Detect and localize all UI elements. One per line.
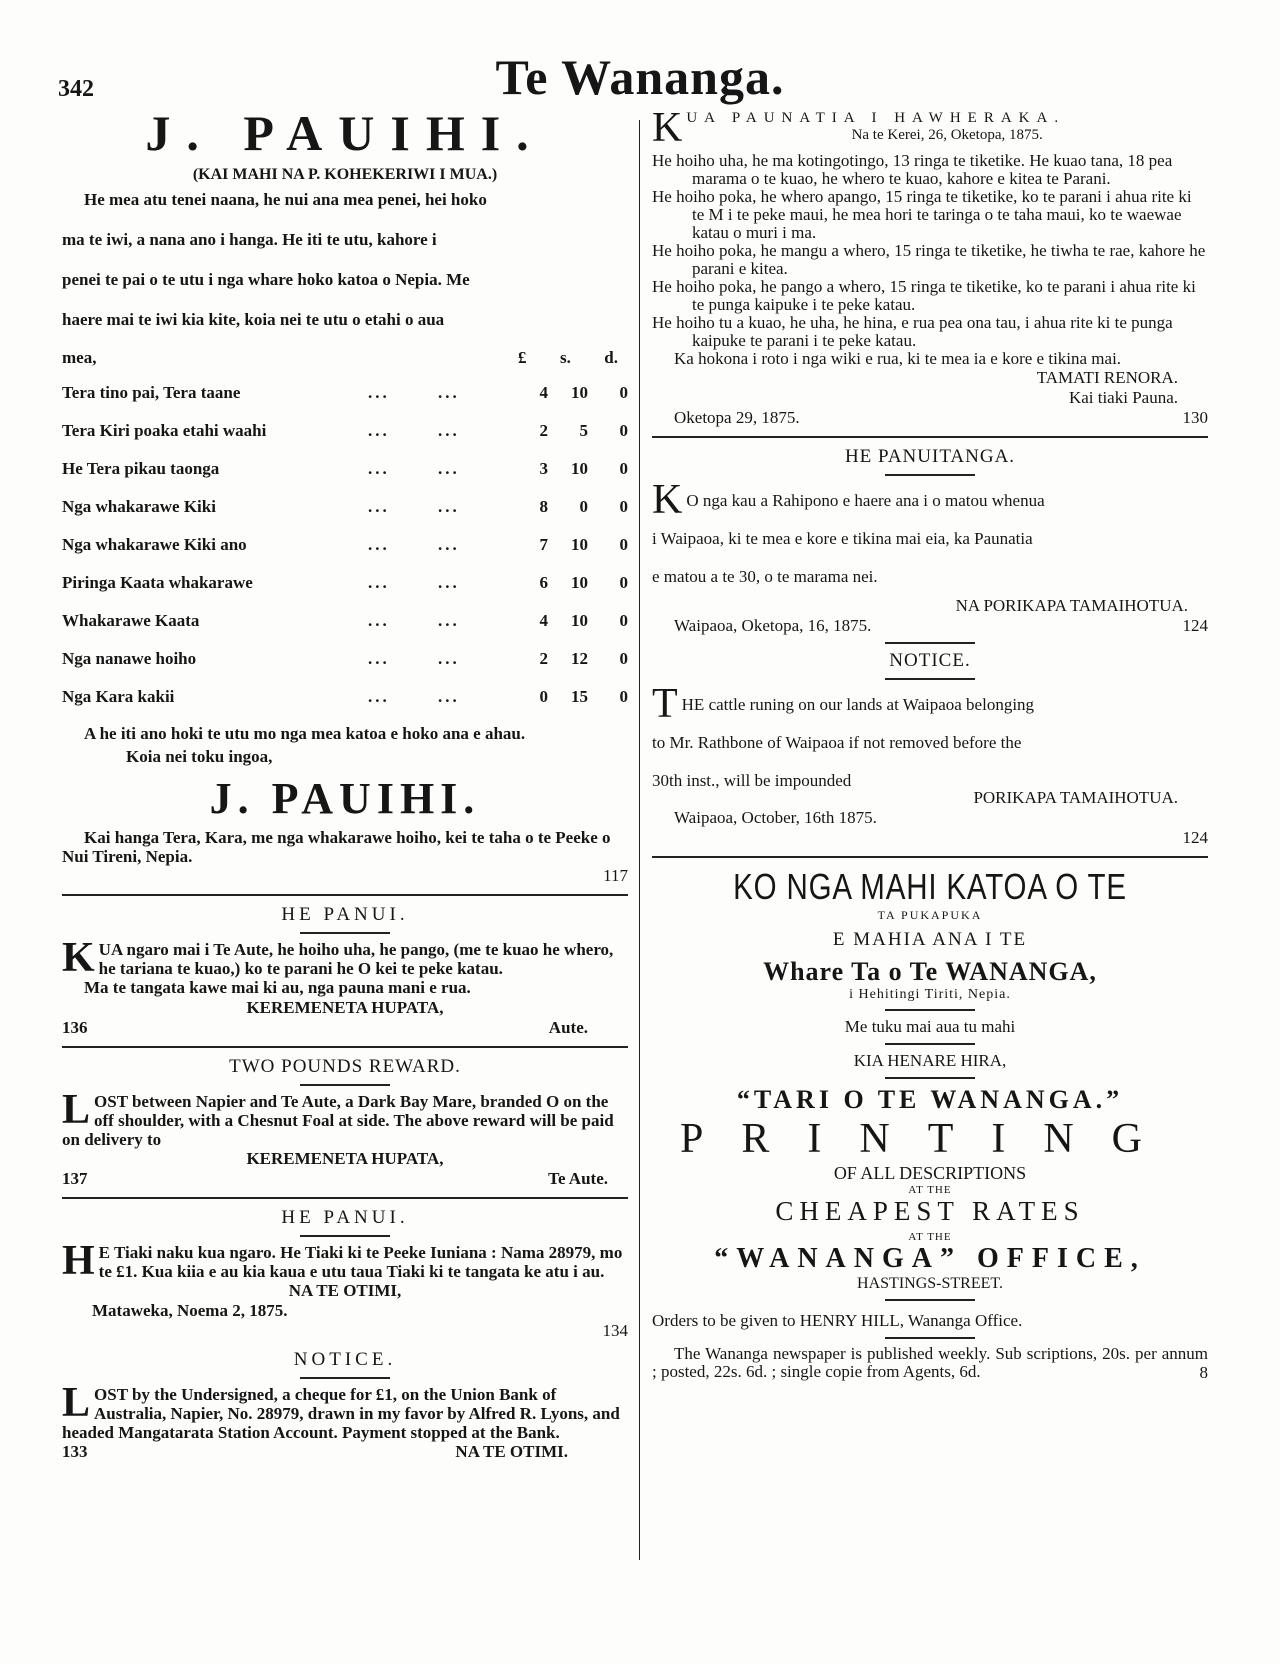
notice-right-heading: NOTICE. <box>889 650 971 671</box>
paunatia-head <box>652 110 1208 146</box>
item-pence: 0 <box>619 421 628 440</box>
paunatia-closing: Ka hokona i roto i nga wiki e rua, ki te mea ia e kore e tikina mai. <box>674 349 1122 368</box>
notice-right-line: to Mr. Rathbone of Waipaoa if not removed before the <box>652 733 1022 752</box>
leader-dots: ... <box>368 383 390 402</box>
column-divider <box>639 120 640 1560</box>
item-pence: 0 <box>619 687 628 706</box>
price-row <box>62 374 628 412</box>
paunatia-signer: TAMATI RENORA. <box>1036 368 1178 387</box>
leader-dots: ... <box>438 497 460 516</box>
printing-word: PRINTING <box>680 1116 1180 1162</box>
panui1-signer: KEREMENETA HUPATA, <box>246 998 444 1017</box>
short-rule <box>300 1235 390 1237</box>
leader-dots: ... <box>438 649 460 668</box>
item-name: Whakarawe Kaata <box>62 611 200 630</box>
panuitanga-line: i Waipaoa, ki te mea e kore e tikina mai eia, ka Paunatia <box>652 529 1033 548</box>
notice-right-place-date: Waipaoa, October, 16th 1875. <box>674 808 877 827</box>
notice-left-heading: NOTICE. <box>293 1349 397 1370</box>
panui1-text: UA ngaro mai i Te Aute, he hoiho uha, he pango, (me te kuao he whero, he tariana te kuao,) ko te parani he O kei te peke katau. <box>98 940 614 978</box>
notice-right-line: 30th inst., will be impounded <box>652 771 852 790</box>
paunatia-foot <box>652 408 1208 428</box>
panui2-text: E Tiaki naku kua ngaro. He Tiaki ki te Peeke Iuniana : Nama 28979, mo te £1. Kua kiia e au kia kaua e utu taua Tiaki ki te tangata ke atu i au. <box>98 1243 623 1281</box>
panuitanga-line: e matou a te 30, o te marama nei. <box>652 567 878 586</box>
printing-ad-line3: E MAHIA ANA I TE <box>832 929 1028 950</box>
dropcap: H <box>62 1238 95 1284</box>
dropcap: L <box>62 1380 91 1426</box>
item-name: Tera Kiri poaka etahi waahi <box>62 421 267 440</box>
leader-dots: ... <box>368 611 390 630</box>
price-row <box>62 564 628 602</box>
item-pence: 0 <box>619 573 628 592</box>
printing-ad-line2: TA PUKAPUKA <box>877 908 983 922</box>
price-row <box>62 450 628 488</box>
paunatia-role: Kai tiaki Pauna. <box>1068 388 1178 407</box>
paunatia-entry: He hoiho poka, he whero apango, 15 ringa te tiketike, ko te parani i ahua rite ki te M i te peke maui, he mea hori te taringa o te taha maui, ko te waewae katau o muri i ma. <box>652 187 1192 242</box>
leader-dots: ... <box>438 611 460 630</box>
item-pounds: 2 <box>539 649 548 668</box>
newspaper-title: Te Wananga. <box>495 49 785 105</box>
item-shillings: 10 <box>571 383 588 402</box>
reward-place: Te Aute. <box>548 1169 608 1188</box>
left-column <box>62 104 628 1462</box>
notice-right-signer: PORIKAPA TAMAIHOTUA. <box>973 788 1178 807</box>
leader-dots: ... <box>438 383 460 402</box>
item-shillings: 0 <box>579 497 588 516</box>
pauihi-signature: J. PAUIHI. <box>209 774 481 823</box>
pauihi-ref: 117 <box>603 866 628 885</box>
item-shillings: 5 <box>579 421 588 440</box>
section-rule <box>62 894 628 896</box>
price-row <box>62 602 628 640</box>
dropcap: K <box>652 477 683 523</box>
panui1-place: Aute. <box>548 1018 588 1037</box>
panui1-body <box>62 935 628 981</box>
leader-dots: ... <box>368 649 390 668</box>
leader-dots: ... <box>438 459 460 478</box>
item-name: Nga whakarawe Kiki <box>62 497 216 516</box>
leader-dots: ... <box>368 573 390 592</box>
notice-right-line: HE cattle runing on our lands at Waipaoa belonging <box>681 695 1035 714</box>
section-rule <box>652 436 1208 438</box>
dropcap: L <box>62 1087 91 1133</box>
printing-ad-line6: Me tuku mai aua tu mahi <box>844 1017 1016 1036</box>
price-row <box>62 412 628 450</box>
item-pounds: 7 <box>539 535 548 554</box>
notice-right-ref: 124 <box>1182 828 1208 847</box>
short-rule <box>885 642 975 644</box>
reward-ref: 137 <box>62 1169 88 1188</box>
panuitanga-heading: HE PANUITANGA. <box>844 446 1016 467</box>
panuitanga-foot <box>652 616 1208 636</box>
short-rule <box>885 1299 975 1301</box>
pauihi-intro <box>62 180 628 340</box>
reward-foot <box>62 1169 628 1189</box>
printing-ad-line7: KIA HENARE HIRA, <box>853 1051 1007 1070</box>
panuitanga-body <box>652 477 1208 596</box>
item-shillings: 10 <box>571 573 588 592</box>
paunatia-entries <box>652 152 1208 368</box>
pauihi-subtitle: (KAI MAHI NA P. KOHEKERIWI I MUA.) <box>192 166 498 183</box>
panuitanga-signer: NA PORIKAPA TAMAIHOTUA. <box>955 596 1188 615</box>
printing-ad-line5: i Hehitingi Tiriti, Nepia. <box>849 987 1011 1002</box>
short-rule <box>885 1009 975 1011</box>
intro-line: He mea atu tenei naana, he nui ana mea penei, hei hoko <box>84 190 487 209</box>
printing-ad-line8: “TARI O TE WANANGA.” <box>736 1085 1124 1114</box>
pauihi-closing: A he iti ano hoki te utu mo nga mea katoa e hoko ana e ahau. <box>84 724 526 743</box>
leader-dots: ... <box>368 687 390 706</box>
price-row <box>62 488 628 526</box>
printing-street: HASTINGS-STREET. <box>857 1275 1003 1292</box>
notice-left-foot <box>62 1442 628 1462</box>
printing-at-the-2: AT THE <box>908 1231 952 1243</box>
printing-ref: 8 <box>1199 1363 1208 1382</box>
panuitanga-ref: 124 <box>1182 616 1208 635</box>
notice-left-body <box>62 1380 628 1442</box>
short-rule <box>885 1077 975 1079</box>
printing-at-the-1: AT THE <box>908 1184 952 1196</box>
item-name: Tera tino pai, Tera taane <box>62 383 241 402</box>
item-name: Nga Kara kakii <box>62 687 175 706</box>
currency-header-row <box>62 348 628 374</box>
leader-dots: ... <box>368 497 390 516</box>
item-pounds: 4 <box>539 383 548 402</box>
intro-line: haere mai te iwi kia kite, koia nei te utu o etahi o aua <box>62 310 445 329</box>
item-pence: 0 <box>619 497 628 516</box>
price-row <box>62 526 628 564</box>
pauihi-footer: Kai hanga Tera, Kara, me nga whakarawe hoiho, kei te taha o te Peeke o Nui Tireni, Nepia. <box>62 828 611 866</box>
item-shillings: 10 <box>571 535 588 554</box>
page-number: 342 <box>58 76 94 102</box>
leader-dots: ... <box>438 687 460 706</box>
currency-pence: d. <box>604 348 618 367</box>
notice-right-body <box>652 681 1208 800</box>
item-shillings: 10 <box>571 611 588 630</box>
item-name: Nga nanawe hoiho <box>62 649 197 668</box>
panui2-heading: HE PANUI. <box>281 1207 409 1228</box>
panui1-heading: HE PANUI. <box>281 904 409 925</box>
printing-of-all: OF ALL DESCRIPTIONS <box>833 1163 1027 1183</box>
right-column <box>652 110 1208 1383</box>
short-rule <box>885 678 975 680</box>
printing-orders: Orders to be given to HENRY HILL, Wananga Office. <box>652 1311 1023 1330</box>
item-pence: 0 <box>619 611 628 630</box>
intro-line: ma te iwi, a nana ano i hanga. He iti te utu, kahore i <box>62 230 437 249</box>
short-rule <box>300 932 390 934</box>
panui2-place-date: Mataweka, Noema 2, 1875. <box>92 1301 288 1320</box>
reward-heading: TWO POUNDS REWARD. <box>229 1056 461 1077</box>
intro-line: mea, <box>62 348 97 367</box>
paunatia-ref: 130 <box>1182 408 1208 427</box>
intro-line: penei te pai o te utu i nga whare hoko katoa o Nepia. Me <box>62 270 470 289</box>
notice-left-ref: 133 <box>62 1442 88 1461</box>
price-table <box>62 374 628 716</box>
section-rule <box>652 856 1208 858</box>
panui2-body <box>62 1238 628 1284</box>
panuitanga-line: O nga kau a Rahipono e haere ana i o matou whenua <box>686 491 1045 510</box>
item-pounds: 8 <box>539 497 548 516</box>
printing-cheapest: CHEAPEST RATES <box>775 1196 1085 1226</box>
short-rule <box>885 1337 975 1339</box>
panui1-foot <box>62 1018 628 1038</box>
paunatia-entry: He hoiho poka, he pango a whero, 15 ringa te tiketike, ko te parani i ahua rite ki te punga kaipuke i te peke katau. <box>652 277 1196 314</box>
currency-shillings: s. <box>559 348 571 367</box>
notice-left-text: OST by the Undersigned, a cheque for £1, on the Union Bank of Australia, Napier, No. 28979, drawn in my favor by Alfred R. Lyons, and headed Mangatarata Station Account. Payment stopped at the Bank. <box>62 1385 620 1442</box>
printing-ad-line4: Whare Ta o Te WANANGA, <box>763 957 1097 986</box>
leader-dots: ... <box>368 535 390 554</box>
panuitanga-place-date: Waipaoa, Oketopa, 16, 1875. <box>674 616 872 635</box>
price-row <box>62 678 628 716</box>
panui2-signer: NA TE OTIMI, <box>288 1281 402 1300</box>
item-pence: 0 <box>619 383 628 402</box>
leader-dots: ... <box>438 573 460 592</box>
paunatia-subheading: Na te Kerei, 26, Oketopa, 1875. <box>851 127 1043 143</box>
short-rule <box>885 1043 975 1045</box>
leader-dots: ... <box>368 421 390 440</box>
currency-pounds: £ <box>518 348 527 367</box>
panui2-ref: 134 <box>602 1321 628 1340</box>
section-rule <box>62 1197 628 1199</box>
item-pence: 0 <box>619 459 628 478</box>
paunatia-date: Oketopa 29, 1875. <box>674 408 800 427</box>
item-pence: 0 <box>619 535 628 554</box>
item-name: Piringa Kaata whakarawe <box>62 573 253 592</box>
item-name: He Tera pikau taonga <box>62 459 220 478</box>
reward-text: OST between Napier and Te Aute, a Dark Bay Mare, branded O on the off shoulder, with a Chesnut Foal at side. The above reward will be paid on delivery to <box>62 1092 614 1149</box>
printing-ad-title: KO NGA MAHI KATOA O TE <box>733 866 1127 907</box>
printing-weekly: The Wananga newspaper is published weekly. Sub scriptions, 20s. per annum ; posted, 22s. 6d. ; single copie from Agents, 6d. <box>652 1344 1208 1381</box>
dropcap: K <box>652 110 683 146</box>
short-rule <box>300 1377 390 1379</box>
notice-left-signer: NA TE OTIMI. <box>455 1442 568 1461</box>
item-pence: 0 <box>619 649 628 668</box>
item-pounds: 2 <box>539 421 548 440</box>
panui1-line2: Ma te tangata kawe mai ki au, nga pauna mani e rua. <box>84 978 471 997</box>
item-pounds: 4 <box>539 611 548 630</box>
price-row <box>62 640 628 678</box>
pauihi-heading: J. PAUIHI. <box>145 105 545 161</box>
short-rule <box>885 474 975 476</box>
leader-dots: ... <box>368 459 390 478</box>
item-shillings: 12 <box>571 649 588 668</box>
paunatia-entry: He hoiho uha, he ma kotingotingo, 13 ringa te tiketike. He kuao tana, 18 pea marama o te kuao, he whero te kuao, kahore e kitea te Parani. <box>652 151 1173 188</box>
reward-body <box>62 1087 628 1149</box>
paunatia-entry: He hoiho poka, he mangu a whero, 15 ringa te tiketike, he tiwha te rae, kahore he parani e kitea. <box>652 241 1206 278</box>
panui1-ref: 136 <box>62 1018 88 1037</box>
item-name: Nga whakarawe Kiki ano <box>62 535 247 554</box>
item-pounds: 6 <box>539 573 548 592</box>
item-shillings: 10 <box>571 459 588 478</box>
dropcap: K <box>62 935 95 981</box>
leader-dots: ... <box>438 421 460 440</box>
item-pounds: 3 <box>539 459 548 478</box>
item-shillings: 15 <box>571 687 588 706</box>
paunatia-entry: He hoiho tu a kuao, he uha, he hina, e rua pea ona tau, i ahua rite ki te punga kaipuke te parani i te peke katau. <box>652 313 1173 350</box>
paunatia-heading: UA PAUNATIA I HAWHERAKA. <box>686 110 1066 126</box>
item-pounds: 0 <box>539 687 548 706</box>
section-rule <box>62 1046 628 1048</box>
leader-dots: ... <box>438 535 460 554</box>
reward-signer: KEREMENETA HUPATA, <box>246 1149 444 1168</box>
printing-office: “WANANGA” OFFICE, <box>714 1243 1146 1274</box>
pauihi-signoff: Koia nei toku ingoa, <box>126 747 273 766</box>
short-rule <box>300 1084 390 1086</box>
dropcap: T <box>652 681 678 727</box>
